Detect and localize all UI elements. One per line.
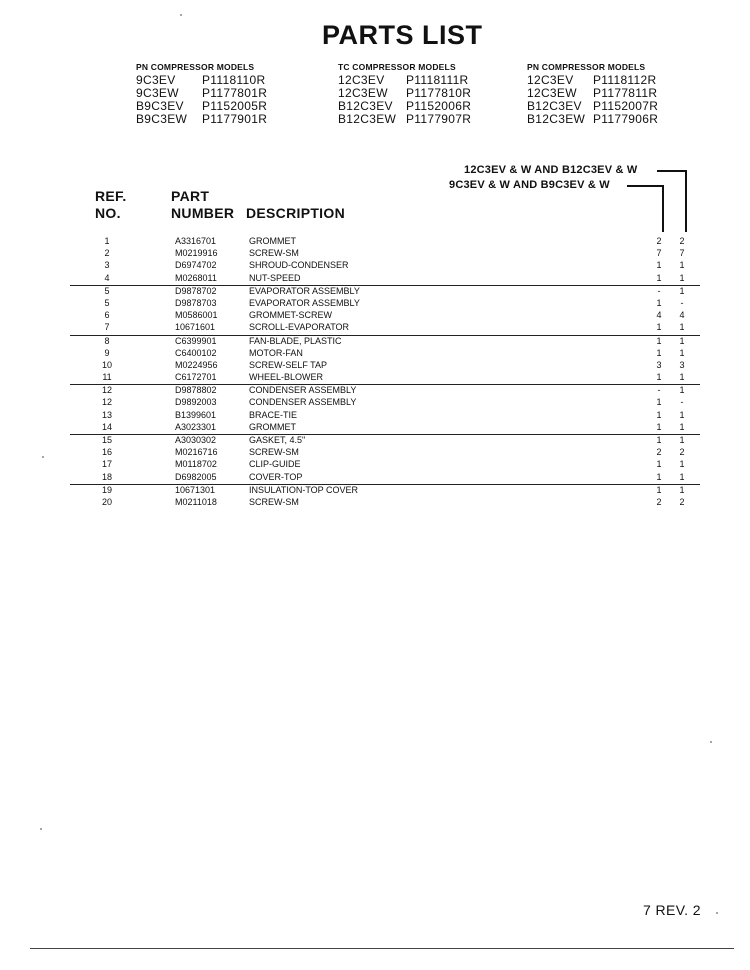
qty-9c3-cell: 2 <box>656 496 662 507</box>
model-part-number: P1177906R <box>593 112 659 126</box>
qty-12c3-cell: 4 <box>679 310 685 321</box>
qty-12c3-cell: 1 <box>679 372 685 383</box>
model-group-heading: PN COMPRESSOR MODELS <box>527 62 646 72</box>
description-cell: INSULATION-TOP COVER <box>249 484 359 495</box>
page-title: PARTS LIST <box>322 20 483 50</box>
part-number-cell: B1399601 <box>175 409 217 420</box>
qty-9c3-cell: - <box>657 285 661 296</box>
table-row <box>70 348 700 360</box>
ref-header-line1: REF. <box>95 188 127 204</box>
part-number-cell: C6399901 <box>175 335 217 346</box>
qty-12c3-cell: 1 <box>679 421 685 432</box>
ref-cell: 11 <box>102 372 112 383</box>
model-name: 9C3EW <box>136 86 179 100</box>
scan-speck <box>40 828 42 830</box>
table-row <box>70 410 700 422</box>
model-name: B9C3EW <box>136 112 188 126</box>
qty-9c3-cell: 2 <box>656 447 662 458</box>
model-part-number: P1152005R <box>202 99 268 113</box>
ref-cell: 12 <box>101 397 112 408</box>
model-part-number: P1118111R <box>406 73 469 87</box>
model-name: 12C3EV <box>338 73 385 87</box>
table-row <box>70 236 700 248</box>
part-number-cell: M0219916 <box>175 248 218 259</box>
qty-9c3-cell: 1 <box>656 297 662 308</box>
ref-cell: 1 <box>104 236 110 246</box>
model-group-tc <box>338 62 471 126</box>
description-cell: SCREW-SM <box>249 248 299 259</box>
description-cell: GROMMET <box>249 421 296 432</box>
description-cell: EVAPORATOR ASSEMBLY <box>249 297 360 308</box>
model-part-number: P1177801R <box>202 86 268 100</box>
description-cell: SCREW-SM <box>249 447 299 458</box>
model-part-number: P1118110R <box>202 73 266 87</box>
part-number-cell: M0118702 <box>175 459 217 470</box>
table-row <box>70 459 700 471</box>
ref-cell: 10 <box>101 359 112 370</box>
description-cell: GROMMET-SCREW <box>249 310 332 321</box>
description-cell: GROMMET <box>249 236 296 246</box>
qty-9c3-cell: 1 <box>656 272 662 283</box>
description-cell: SCREW-SELF TAP <box>249 359 328 370</box>
qty-9c3-cell: 4 <box>656 310 662 321</box>
part-number-cell: D9878702 <box>175 285 217 296</box>
model-name: B12C3EW <box>338 112 397 126</box>
part-number-cell: 10671301 <box>175 484 216 495</box>
ref-cell: 8 <box>104 335 110 346</box>
table-row <box>70 298 700 310</box>
ref-cell: 2 <box>104 248 110 259</box>
table-row <box>70 336 700 348</box>
part-number-cell: D6982005 <box>175 471 217 482</box>
ref-cell: 5 <box>104 285 110 296</box>
qty-12c3-cell: 1 <box>679 272 685 283</box>
ref-cell: 19 <box>101 484 112 495</box>
model-part-number: P1118112R <box>593 73 657 87</box>
qty-12c3-cell: 7 <box>679 248 685 259</box>
part-number-cell: A3030302 <box>175 435 217 445</box>
table-row <box>70 260 700 272</box>
part-number-cell: D6974702 <box>175 260 217 271</box>
part-number-cell: M0216716 <box>175 447 218 458</box>
bracket-line-9c3-horizontal <box>627 185 664 187</box>
part-number-cell: D9892003 <box>175 397 217 408</box>
table-row <box>70 397 700 409</box>
qty-9c3-cell: 1 <box>656 409 662 420</box>
model-group-pn-left <box>136 62 267 126</box>
model-row <box>136 113 267 126</box>
bracket-line-12c3-horizontal <box>657 170 687 172</box>
model-name: B12C3EV <box>338 99 393 113</box>
qty-12c3-cell: 1 <box>679 260 685 271</box>
qty-9c3-cell: 1 <box>656 322 662 333</box>
model-part-number: P1152007R <box>593 99 659 113</box>
part-number-cell: M0268011 <box>175 272 217 283</box>
description-cell: CLIP-GUIDE <box>249 459 301 470</box>
part-header-line2: NUMBER <box>171 205 235 221</box>
model-name: B12C3EV <box>527 99 582 113</box>
qty-12c3-cell: 1 <box>679 347 685 358</box>
table-row <box>70 435 700 447</box>
part-number-cell: A3316701 <box>175 236 217 246</box>
part-number-cell: 10671601 <box>175 322 216 333</box>
part-number-cell: A3023301 <box>175 421 217 432</box>
model-name: B9C3EV <box>136 99 184 113</box>
qty-12c3-cell: 1 <box>679 335 685 346</box>
part-header-line1: PART <box>171 188 210 204</box>
part-number-cell: M0586001 <box>175 310 218 321</box>
ref-cell: 13 <box>101 409 112 420</box>
qty-9c3-cell: 1 <box>656 459 662 470</box>
part-number-cell: M0211018 <box>175 496 217 507</box>
table-row <box>70 286 700 298</box>
part-number-cell: D9878802 <box>175 385 217 396</box>
bottom-rule <box>30 948 734 949</box>
qty-9c3-cell: 1 <box>656 397 662 408</box>
description-cell: CONDENSER ASSEMBLY <box>249 397 357 408</box>
ref-cell: 9 <box>104 347 110 358</box>
table-row <box>70 360 700 372</box>
scan-speck <box>716 912 718 914</box>
qty-12c3-cell: 1 <box>679 409 685 420</box>
model-name: 9C3EV <box>136 73 176 87</box>
model-name: 12C3EV <box>527 73 574 87</box>
bracket-line-12c3-vertical <box>685 170 687 232</box>
qty-12c3-cell: - <box>680 297 684 308</box>
part-number-cell: D9878703 <box>175 297 217 308</box>
ref-header-line2: NO. <box>95 205 121 221</box>
qty-12c3-cell: 1 <box>679 459 685 470</box>
qty-12c3-cell: 2 <box>679 236 685 246</box>
parts-table <box>70 236 700 509</box>
model-row <box>338 113 471 126</box>
part-number-cell: C6400102 <box>175 347 217 358</box>
model-row <box>527 113 658 126</box>
ref-cell: 15 <box>101 435 112 445</box>
model-part-number: P1152006R <box>406 99 472 113</box>
qty-12c3-cell: - <box>680 397 684 408</box>
table-row <box>70 447 700 459</box>
scan-speck <box>710 741 712 743</box>
ref-cell: 7 <box>104 322 110 333</box>
model-part-number: P1177811R <box>593 86 658 100</box>
table-row <box>70 497 700 509</box>
qty-12c3-cell: 1 <box>679 435 685 445</box>
ref-cell: 5 <box>104 297 110 308</box>
qty-9c3-cell: 3 <box>656 359 662 370</box>
table-row <box>70 472 700 485</box>
qty-12c3-cell: 1 <box>679 285 685 296</box>
qty-9c3-cell: 1 <box>656 484 662 495</box>
applicability-label-12c3: 12C3EV & W AND B12C3EV & W <box>464 164 638 176</box>
scan-speck <box>42 456 44 458</box>
table-row <box>70 322 700 335</box>
description-cell: COVER-TOP <box>249 471 303 482</box>
qty-9c3-cell: 7 <box>656 248 662 259</box>
table-row <box>70 422 700 435</box>
ref-cell: 20 <box>101 496 112 507</box>
description-cell: FAN-BLADE, PLASTIC <box>249 335 342 346</box>
qty-9c3-cell: 1 <box>656 347 662 358</box>
description-cell: MOTOR-FAN <box>249 347 303 358</box>
ref-cell: 12 <box>101 385 112 396</box>
qty-9c3-cell: 2 <box>656 236 662 246</box>
model-name: B12C3EW <box>527 112 586 126</box>
table-row <box>70 248 700 260</box>
qty-12c3-cell: 3 <box>679 359 685 370</box>
table-row <box>70 372 700 385</box>
model-part-number: P1177907R <box>406 112 472 126</box>
description-cell: EVAPORATOR ASSEMBLY <box>249 285 360 296</box>
qty-12c3-cell: 1 <box>679 385 685 396</box>
qty-9c3-cell: 1 <box>656 335 662 346</box>
model-name: 12C3EW <box>527 86 577 100</box>
description-cell: CONDENSER ASSEMBLY <box>249 385 357 396</box>
description-cell: BRACE-TIE <box>249 409 298 420</box>
ref-cell: 16 <box>101 447 112 458</box>
part-number-cell: M0224956 <box>175 359 218 370</box>
table-row <box>70 485 700 497</box>
table-row <box>70 310 700 322</box>
applicability-label-9c3: 9C3EV & W AND B9C3EV & W <box>449 179 610 191</box>
page-footer: 7 REV. 2 <box>643 902 701 918</box>
description-cell: SCROLL-EVAPORATOR <box>249 322 350 333</box>
qty-9c3-cell: 1 <box>656 260 662 271</box>
qty-9c3-cell: 1 <box>656 421 662 432</box>
model-part-number: P1177810R <box>406 86 472 100</box>
ref-cell: 14 <box>101 421 112 432</box>
part-number-cell: C6172701 <box>175 372 217 383</box>
ref-cell: 17 <box>101 459 112 470</box>
bracket-line-9c3-vertical <box>662 185 664 232</box>
ref-cell: 3 <box>104 260 110 271</box>
ref-cell: 4 <box>104 272 110 283</box>
qty-9c3-cell: - <box>657 385 661 396</box>
qty-12c3-cell: 2 <box>679 447 685 458</box>
model-part-number: P1177901R <box>202 112 268 126</box>
qty-12c3-cell: 1 <box>679 484 685 495</box>
ref-cell: 18 <box>101 471 112 482</box>
qty-12c3-cell: 1 <box>679 471 685 482</box>
qty-9c3-cell: 1 <box>656 435 662 445</box>
description-cell: SHROUD-CONDENSER <box>249 260 349 271</box>
qty-9c3-cell: 1 <box>656 372 662 383</box>
model-name: 12C3EW <box>338 86 388 100</box>
description-cell: WHEEL-BLOWER <box>249 372 324 383</box>
model-group-heading: PN COMPRESSOR MODELS <box>136 62 255 72</box>
table-row <box>70 385 700 397</box>
scan-speck <box>180 14 182 16</box>
table-row <box>70 273 700 286</box>
description-cell: SCREW-SM <box>249 496 299 507</box>
model-group-pn-right <box>527 62 658 126</box>
description-cell: GASKET, 4.5" <box>249 435 306 445</box>
ref-cell: 6 <box>104 310 110 321</box>
description-header: DESCRIPTION <box>246 205 345 221</box>
model-group-heading: TC COMPRESSOR MODELS <box>338 62 456 72</box>
description-cell: NUT-SPEED <box>249 272 301 283</box>
qty-9c3-cell: 1 <box>656 471 662 482</box>
qty-12c3-cell: 1 <box>679 322 685 333</box>
qty-12c3-cell: 2 <box>679 496 685 507</box>
